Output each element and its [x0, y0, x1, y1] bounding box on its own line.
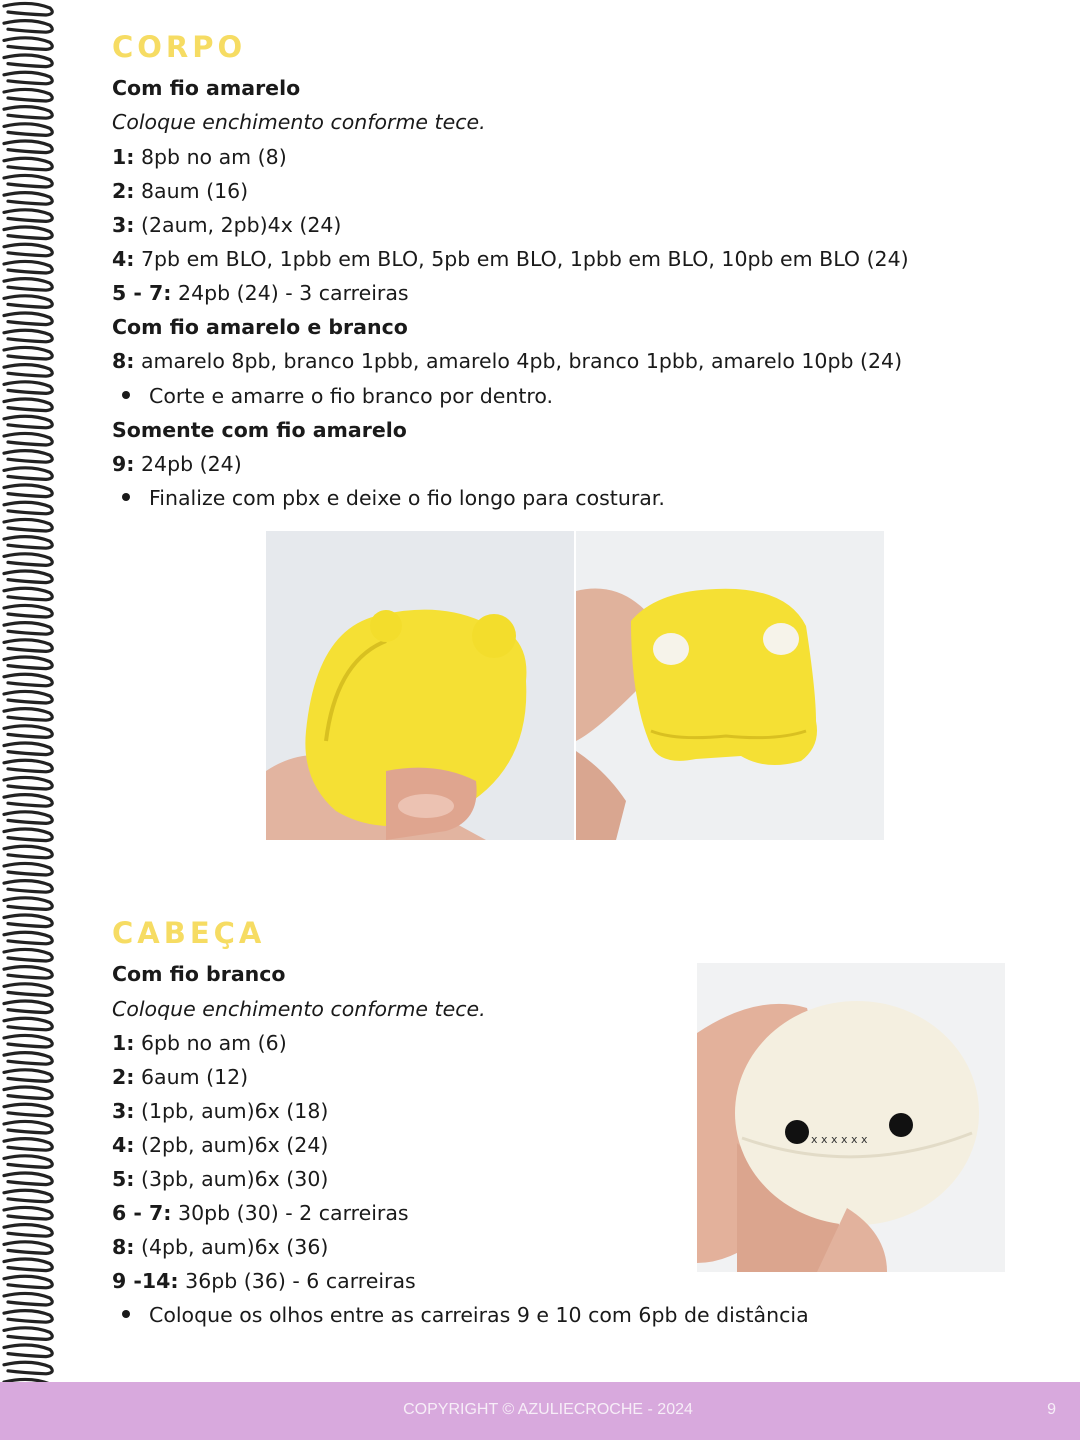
spiral-coil: [4, 812, 52, 824]
corpo-subtitle-two-colors: Com fio amarelo e branco: [112, 315, 408, 339]
photo-body-side: [266, 531, 574, 840]
spiral-coil: [4, 519, 52, 531]
spiral-coil: [4, 1104, 52, 1116]
cabeca-row-4: 4: (2pb, aum)6x (24): [112, 1133, 329, 1157]
corpo-subtitle-yarn: Com fio amarelo: [112, 76, 301, 100]
spiral-coil: [4, 863, 52, 875]
spiral-coil: [4, 485, 52, 497]
spiral-coil: [4, 1070, 52, 1082]
corpo-bullet-finish: Finalize com pbx e deixe o fio longo para costurar.: [122, 486, 665, 510]
section-title-cabeca: CABEÇA: [112, 916, 266, 950]
photo-body-front: [576, 531, 884, 840]
spiral-coil: [4, 365, 52, 377]
spiral-coil: [4, 55, 52, 67]
spiral-coil: [4, 141, 52, 153]
spiral-coil: [4, 898, 52, 910]
spiral-coil: [4, 244, 52, 256]
photo-head: [697, 963, 1005, 1272]
spiral-coil: [4, 605, 52, 617]
cabeca-note: Coloque enchimento conforme tece.: [112, 997, 486, 1021]
cabeca-row-9-14: 9 -14: 36pb (36) - 6 carreiras: [112, 1269, 416, 1293]
spiral-coil: [4, 279, 52, 291]
spiral-coil: [4, 1225, 52, 1237]
cabeca-row-2: 2: 6aum (12): [112, 1065, 249, 1089]
spiral-coil: [4, 657, 52, 669]
spiral-coil: [4, 451, 52, 463]
spiral-coil: [4, 743, 52, 755]
spiral-coil: [4, 124, 52, 136]
spiral-coil: [4, 1156, 52, 1168]
spiral-coil: [4, 588, 52, 600]
spiral-coil: [4, 72, 52, 84]
spiral-coil: [4, 726, 52, 738]
spiral-coil: [4, 915, 52, 927]
spiral-coil: [4, 1173, 52, 1185]
spiral-coil: [4, 1328, 52, 1340]
spiral-coil: [4, 691, 52, 703]
spiral-coil: [4, 347, 52, 359]
spiral-coil: [4, 399, 52, 411]
spiral-coil: [4, 107, 52, 119]
spiral-coil: [4, 227, 52, 239]
spiral-coil: [4, 760, 52, 772]
corpo-bullet-cut: Corte e amarre o fio branco por dentro.: [122, 384, 553, 408]
spiral-coil: [4, 3, 52, 15]
spiral-coil: [4, 1362, 52, 1374]
spiral-coil: [4, 709, 52, 721]
spiral-coil: [4, 674, 52, 686]
spiral-coil: [4, 21, 52, 33]
spiral-coil: [4, 261, 52, 273]
copyright-text: COPYRIGHT © AZULIECROCHE - 2024: [403, 1401, 693, 1418]
spiral-coil: [4, 502, 52, 514]
spiral-coil: [4, 795, 52, 807]
spiral-coil: [4, 1087, 52, 1099]
spiral-coil: [4, 623, 52, 635]
spiral-coil: [4, 330, 52, 342]
spiral-coil: [4, 158, 52, 170]
spiral-coil: [4, 554, 52, 566]
spiral-coil: [4, 433, 52, 445]
spiral-coil: [4, 881, 52, 893]
cabeca-row-6-7: 6 - 7: 30pb (30) - 2 carreiras: [112, 1201, 409, 1225]
page-number: 9: [1047, 1401, 1056, 1418]
spiral-coil: [4, 777, 52, 789]
spiral-coil: [4, 967, 52, 979]
spiral-coil: [4, 1242, 52, 1254]
corpo-note: Coloque enchimento conforme tece.: [112, 110, 486, 134]
spiral-coil: [4, 89, 52, 101]
spiral-coil: [4, 468, 52, 480]
spiral-coil: [4, 1018, 52, 1030]
spiral-coil: [4, 313, 52, 325]
spiral-coil: [4, 1345, 52, 1357]
spiral-coil: [4, 571, 52, 583]
spiral-coil: [4, 846, 52, 858]
spiral-coil: [4, 175, 52, 187]
cabeca-row-3: 3: (1pb, aum)6x (18): [112, 1099, 329, 1123]
corpo-row-3: 3: (2aum, 2pb)4x (24): [112, 213, 342, 237]
spiral-coil: [4, 640, 52, 652]
cabeca-row-8: 8: (4pb, aum)6x (36): [112, 1235, 329, 1259]
corpo-row-8: 8: amarelo 8pb, branco 1pbb, amarelo 4pb, branco 1pbb, amarelo 10pb (24): [112, 349, 903, 373]
spiral-coil: [4, 1053, 52, 1065]
spiral-coil: [4, 1001, 52, 1013]
corpo-row-4: 4: 7pb em BLO, 1pbb em BLO, 5pb em BLO, 1pbb em BLO, 10pb em BLO (24): [112, 247, 909, 271]
spiral-coil: [4, 38, 52, 50]
spiral-coil: [4, 1035, 52, 1047]
corpo-row-9: 9: 24pb (24): [112, 452, 242, 476]
spiral-coil: [4, 949, 52, 961]
spiral-coil: [4, 1276, 52, 1288]
spiral-coil: [4, 1259, 52, 1271]
footer-bar: [0, 1382, 1080, 1440]
spiral-coil: [4, 296, 52, 308]
spiral-coil: [4, 210, 52, 222]
cabeca-bullet-eyes: Coloque os olhos entre as carreiras 9 e 10 com 6pb de distância: [122, 1303, 809, 1327]
corpo-row-1: 1: 8pb no am (8): [112, 145, 287, 169]
spiral-coil: [4, 1121, 52, 1133]
spiral-coil: [4, 1139, 52, 1151]
spiral-coil: [4, 932, 52, 944]
spiral-coil: [4, 984, 52, 996]
cabeca-row-5: 5: (3pb, aum)6x (30): [112, 1167, 329, 1191]
corpo-subtitle-yellow-only: Somente com fio amarelo: [112, 418, 407, 442]
corpo-row-2: 2: 8aum (16): [112, 179, 249, 203]
cabeca-subtitle-yarn: Com fio branco: [112, 962, 286, 986]
spiral-coil: [4, 382, 52, 394]
spiral-coil: [4, 193, 52, 205]
spiral-coil: [4, 1207, 52, 1219]
svg-text:x x x x x x: x x x x x x: [811, 1133, 868, 1146]
spiral-binding: [0, 0, 60, 1440]
cabeca-row-1: 1: 6pb no am (6): [112, 1031, 287, 1055]
spiral-coil: [4, 416, 52, 428]
spiral-coil: [4, 537, 52, 549]
section-title-corpo: CORPO: [112, 30, 247, 64]
spiral-coil: [4, 1190, 52, 1202]
corpo-row-5-7: 5 - 7: 24pb (24) - 3 carreiras: [112, 281, 409, 305]
spiral-coil: [4, 829, 52, 841]
spiral-coil: [4, 1311, 52, 1323]
spiral-coil: [4, 1293, 52, 1305]
